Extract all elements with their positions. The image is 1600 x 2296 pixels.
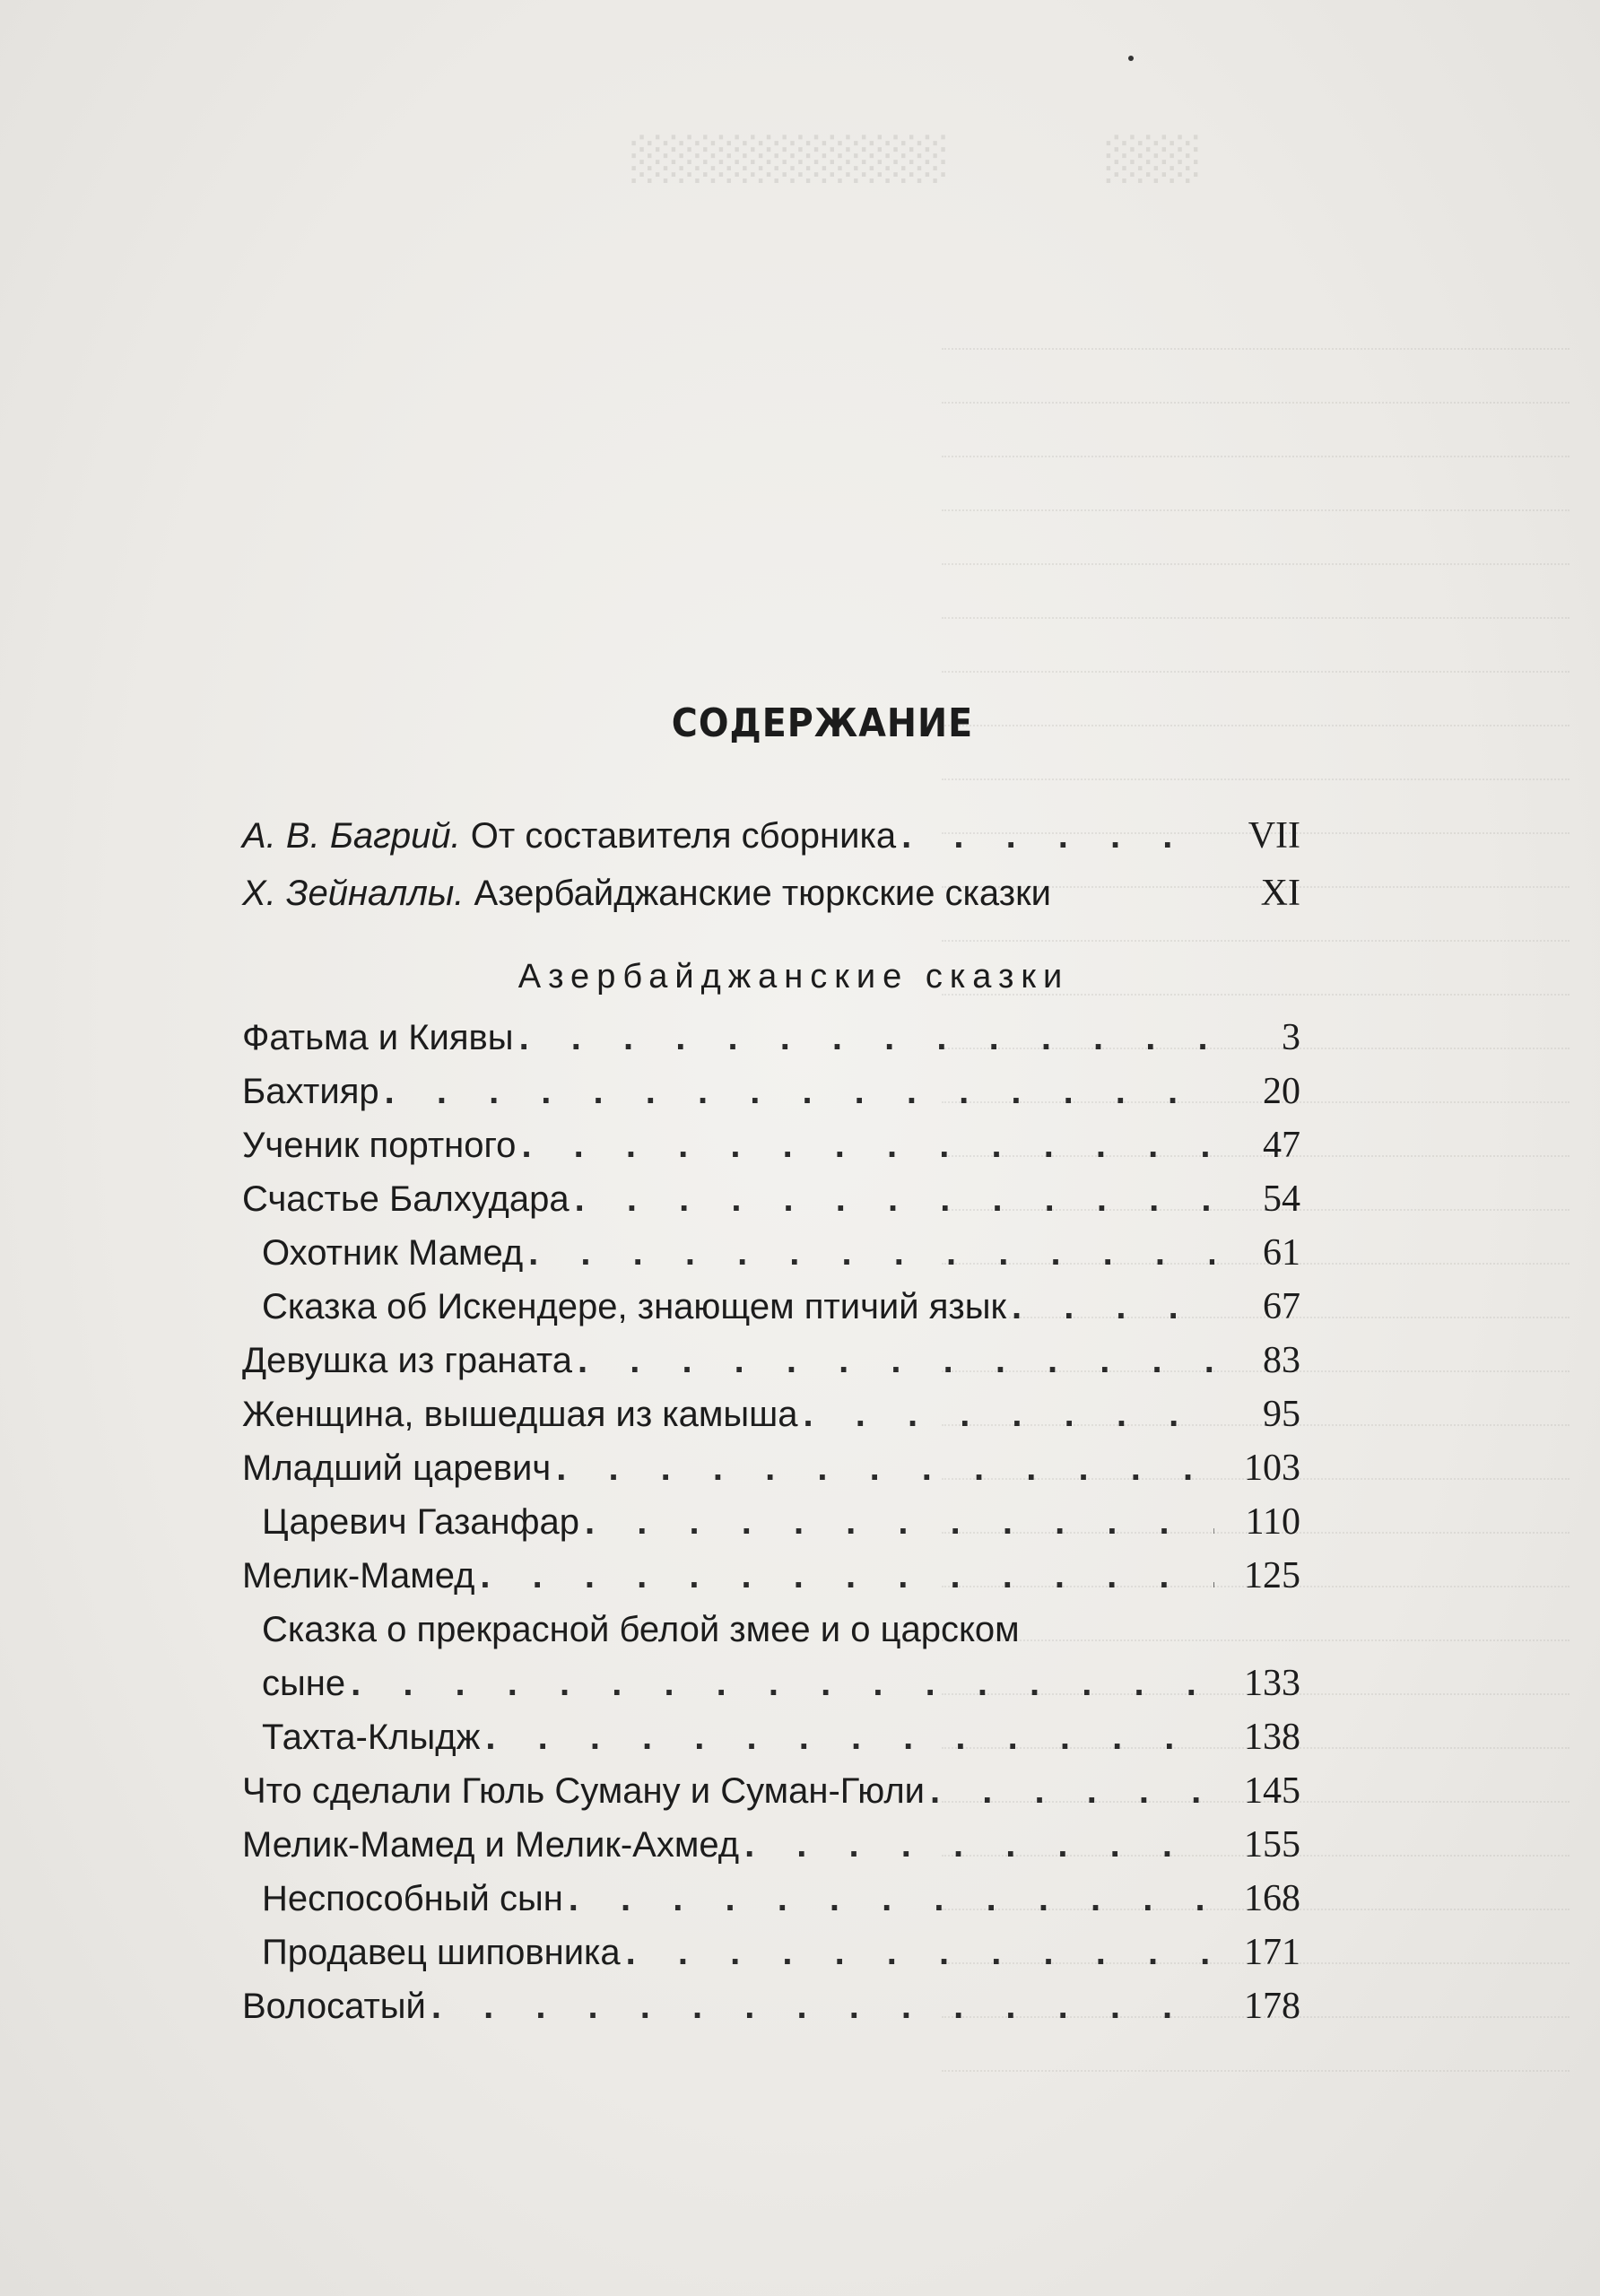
entry-page: 155 xyxy=(1244,1824,1300,1866)
leader-dots xyxy=(744,1818,1214,1872)
page-title: СОДЕРЖАНИЕ xyxy=(671,700,974,747)
entry-title: Тахта-Клыдж xyxy=(262,1718,481,1757)
toc-entry[interactable] xyxy=(242,1549,1300,1603)
leader-dots xyxy=(351,1657,1214,1710)
toc-entry[interactable] xyxy=(242,1657,1300,1710)
entry-author: А. В. Багрий. xyxy=(242,816,461,856)
entry-page: 47 xyxy=(1263,1125,1300,1166)
show-through-header: ░░░ ░░░░░░░░░░ xyxy=(628,135,1198,183)
toc-entry[interactable] xyxy=(242,1441,1300,1495)
entry-page: 95 xyxy=(1263,1394,1300,1435)
tales-list xyxy=(242,1011,1300,2033)
entry-page: 67 xyxy=(1263,1286,1300,1327)
entry-page: 125 xyxy=(1244,1555,1300,1596)
toc-entry[interactable] xyxy=(242,1979,1300,2033)
entry-title: Фатьма и Киявы xyxy=(242,1018,514,1057)
entry-page: 103 xyxy=(1244,1448,1300,1489)
toc-entry[interactable] xyxy=(242,1764,1300,1818)
leader-dots xyxy=(480,1549,1214,1603)
entry-page: 145 xyxy=(1244,1770,1300,1812)
entry-title: Бахтияр xyxy=(242,1072,379,1111)
entry-title: Продавец шиповника xyxy=(262,1933,621,1972)
entry-page: 54 xyxy=(1263,1178,1300,1220)
entry-page: 110 xyxy=(1245,1501,1300,1543)
toc-entry[interactable] xyxy=(242,865,1300,922)
leader-dots xyxy=(521,1118,1214,1172)
toc-entry[interactable] xyxy=(242,1710,1300,1764)
entry-page: 138 xyxy=(1244,1717,1300,1758)
entry-page: 168 xyxy=(1244,1878,1300,1919)
entry-page: 83 xyxy=(1263,1340,1300,1381)
leader-dots xyxy=(1012,1280,1214,1334)
toc-entry[interactable] xyxy=(242,1872,1300,1926)
intro-section xyxy=(242,807,1300,922)
toc-entry[interactable] xyxy=(242,1387,1300,1441)
entry-title-line2: сыне xyxy=(262,1664,346,1703)
toc-entry[interactable] xyxy=(242,1280,1300,1334)
entry-page: 20 xyxy=(1263,1071,1300,1112)
toc-entry[interactable] xyxy=(242,1172,1300,1226)
leader-dots xyxy=(585,1495,1214,1549)
entry-title: Мелик-Мамед и Мелик-Ахмед xyxy=(242,1825,740,1865)
entry-title: Волосатый xyxy=(242,1987,426,2026)
leader-dots xyxy=(901,807,1214,865)
entry-title: Ученик портного xyxy=(242,1126,517,1165)
entry-title: Младший царевич xyxy=(242,1448,552,1488)
entry-page: 133 xyxy=(1244,1663,1300,1704)
leader-dots xyxy=(519,1011,1214,1065)
leader-dots xyxy=(528,1226,1214,1280)
entry-title: Неспособный сын xyxy=(262,1879,563,1918)
entry-page: 61 xyxy=(1263,1232,1300,1274)
table-of-contents xyxy=(242,807,1300,2033)
toc-entry[interactable] xyxy=(242,1495,1300,1549)
entry-title-line1[interactable]: Сказка о прекрасной белой змее и о царском xyxy=(262,1610,1020,1649)
entry-page: VII xyxy=(1248,815,1300,857)
leader-dots xyxy=(575,1172,1214,1226)
entry-page: 3 xyxy=(1282,1017,1300,1058)
leader-dots xyxy=(385,1065,1214,1118)
leader-dots xyxy=(930,1764,1214,1818)
entry-title: Царевич Газанфар xyxy=(262,1502,580,1542)
entry-title: Девушка из граната xyxy=(242,1341,572,1380)
toc-entry[interactable] xyxy=(242,1926,1300,1979)
leader-dots xyxy=(804,1387,1214,1441)
leader-dots xyxy=(431,1979,1214,2033)
toc-entry[interactable] xyxy=(242,807,1300,865)
entry-page: 178 xyxy=(1244,1986,1300,2027)
entry-title: Сказка об Искендере, знающем птичий язык xyxy=(262,1287,1006,1326)
entry-title: Азербайджанские тюркские сказки xyxy=(474,874,1051,913)
entry-page: 171 xyxy=(1244,1932,1300,1973)
toc-entry[interactable] xyxy=(242,1818,1300,1872)
entry-title: Мелик-Мамед xyxy=(242,1556,475,1596)
entry-title: От составителя сборника xyxy=(470,816,897,856)
entry-title: Счастье Балхудара xyxy=(242,1179,570,1219)
print-speck xyxy=(1128,56,1134,61)
section-heading: Азербайджанские сказки xyxy=(517,958,1070,996)
entry-title: Что сделали Гюль Суману и Суман-Гюли xyxy=(242,1771,926,1811)
entry-title: Охотник Мамед xyxy=(262,1233,524,1273)
leader-dots xyxy=(569,1872,1214,1926)
toc-entry[interactable] xyxy=(242,1011,1300,1065)
leader-dots xyxy=(556,1441,1214,1495)
entry-author: Х. Зейналлы. xyxy=(242,874,465,913)
toc-entry[interactable] xyxy=(242,1226,1300,1280)
leader-dots xyxy=(578,1334,1214,1387)
leader-dots xyxy=(485,1710,1214,1764)
leader-dots xyxy=(626,1926,1214,1979)
toc-entry[interactable] xyxy=(242,1065,1300,1118)
toc-entry[interactable] xyxy=(242,1118,1300,1172)
toc-entry[interactable] xyxy=(242,1334,1300,1387)
entry-page: XI xyxy=(1260,873,1300,914)
entry-title: Женщина, вышедшая из камыша xyxy=(242,1395,798,1434)
